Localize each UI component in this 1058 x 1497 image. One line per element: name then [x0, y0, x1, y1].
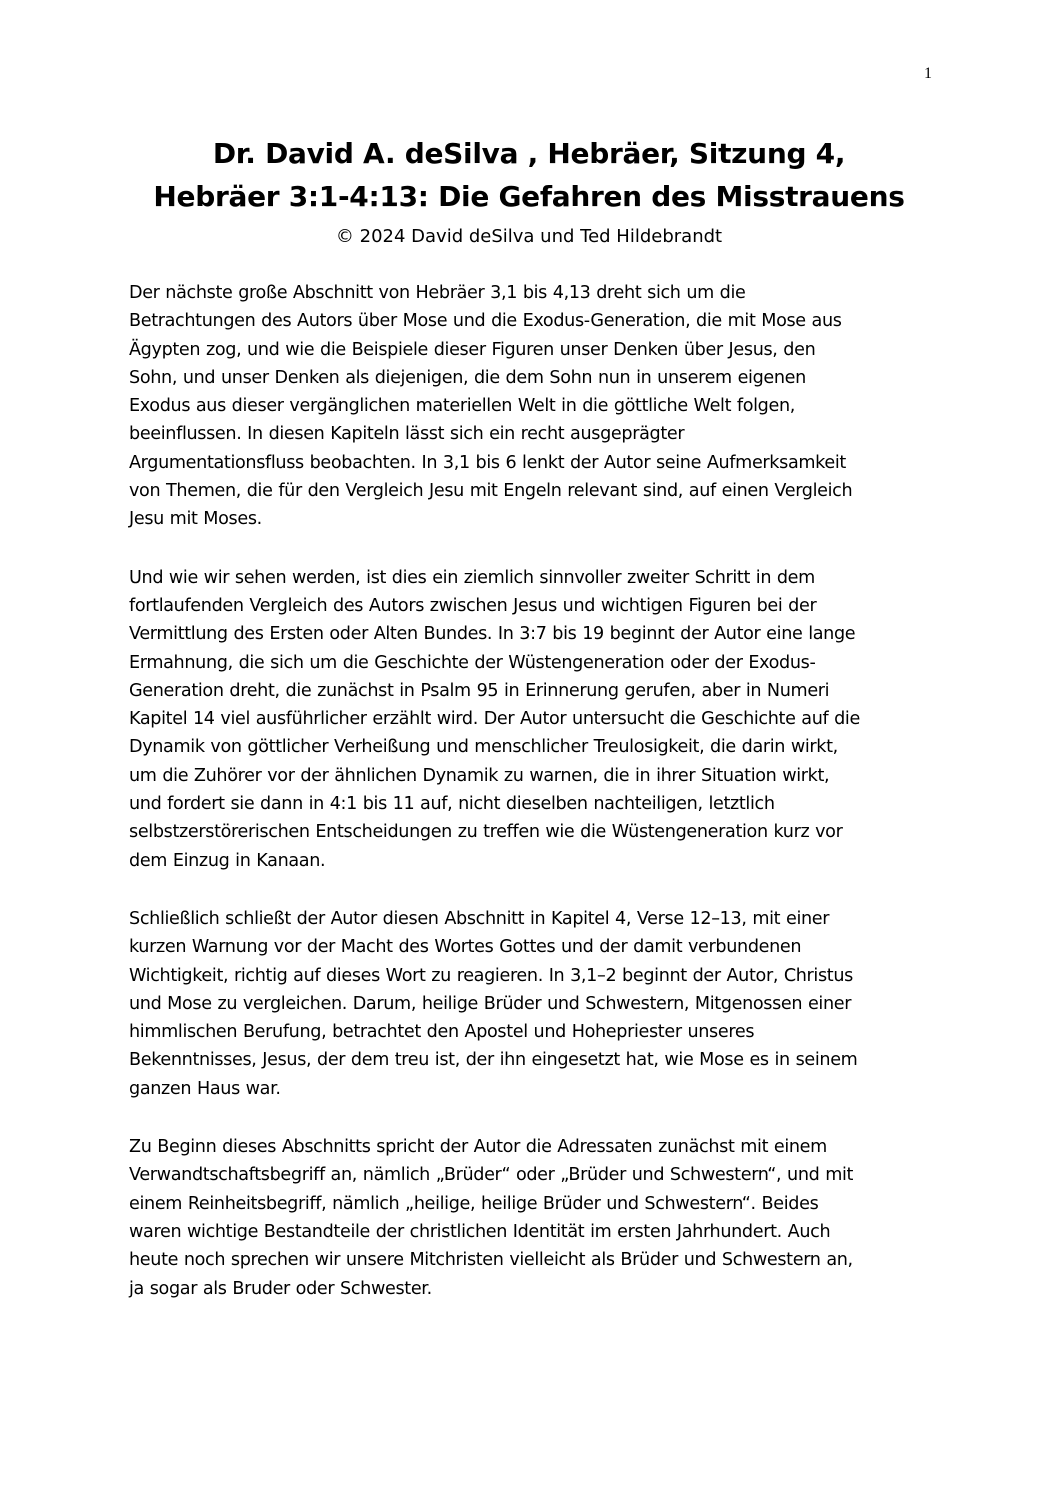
text-line: fortlaufenden Vergleich des Autors zwischen Jesus und wichtigen Figuren bei der [129, 595, 817, 616]
text-line: Bekenntnisses, Jesus, der dem treu ist, der ihn eingesetzt hat, wie Mose es in seinem [129, 1050, 858, 1071]
paragraph-2 [129, 564, 949, 875]
text-line: Zu Beginn dieses Abschnitts spricht der Autor die Adressaten zunächst mit einem [129, 1137, 827, 1158]
paragraph-3 [129, 905, 949, 1103]
text-line: um die Zuhörer vor der ähnlichen Dynamik zu warnen, die in ihrer Situation wirkt, [129, 765, 830, 786]
text-line: Betrachtungen des Autors über Mose und die Exodus-Generation, die mit Mose aus [129, 311, 842, 332]
text-line: und Mose zu vergleichen. Darum, heilige Brüder und Schwestern, Mitgenossen einer [129, 993, 852, 1014]
text-line: Ermahnung, die sich um die Geschichte der Wüstengeneration oder der Exodus- [129, 652, 816, 673]
text-line: und fordert sie dann in 4:1 bis 11 auf, nicht dieselben nachteiligen, letztlich [129, 794, 775, 815]
text-line: Wichtigkeit, richtig auf dieses Wort zu reagieren. In 3,1–2 beginnt der Autor, Christus [129, 965, 853, 986]
text-line: von Themen, die für den Vergleich Jesu mit Engeln relevant sind, auf einen Vergleich [129, 481, 853, 502]
text-line: heute noch sprechen wir unsere Mitchristen vielleicht als Brüder und Schwestern an, [129, 1250, 853, 1271]
document-title-line-1: Dr. David A. deSilva , Hebräer, Sitzung 4, [212, 137, 846, 170]
text-line: Ägypten zog, und wie die Beispiele dieser Figuren unser Denken über Jesus, den [129, 339, 816, 360]
text-line: Sohn, und unser Denken als diejenigen, die dem Sohn nun in unserem eigenen [129, 367, 806, 388]
text-line: Generation dreht, die zunächst in Psalm 95 in Erinnerung gerufen, aber in Numeri [129, 680, 830, 701]
body-text [129, 279, 949, 1333]
paragraph-1 [129, 279, 949, 534]
text-line: himmlischen Berufung, betrachtet den Apostel und Hohepriester unseres [129, 1022, 755, 1043]
text-line: Exodus aus dieser vergänglichen materiellen Welt in die göttliche Welt folgen, [129, 396, 796, 417]
text-line: Und wie wir sehen werden, ist dies ein ziemlich sinnvoller zweiter Schritt in dem [129, 567, 815, 588]
document-title-line-2: Hebräer 3:1-4:13: Die Gefahren des Misstrauens [153, 180, 905, 213]
text-line: Argumentationsfluss beobachten. In 3,1 bis 6 lenkt der Autor seine Aufmerksamkeit [129, 452, 846, 473]
text-line: Der nächste große Abschnitt von Hebräer 3,1 bis 4,13 dreht sich um die [129, 283, 746, 303]
text-line: Dynamik von göttlicher Verheißung und menschlicher Treulosigkeit, die darin wirkt, [129, 737, 838, 758]
text-line: Schließlich schließt der Autor diesen Abschnitt in Kapitel 4, Verse 12–13, mit einer [129, 908, 830, 929]
page-number: 1 [924, 65, 932, 82]
text-line: kurzen Warnung vor der Macht des Wortes Gottes und der damit verbundenen [129, 937, 802, 958]
text-line: selbstzerstörerischen Entscheidungen zu treffen wie die Wüstengeneration kurz vor [129, 822, 843, 843]
text-line: beeinflussen. In diesen Kapiteln lässt sich ein recht ausgeprägter [129, 424, 685, 445]
text-line: ja sogar als Bruder oder Schwester. [129, 1278, 432, 1299]
text-line: Jesu mit Moses. [129, 509, 262, 530]
text-line: Vermittlung des Ersten oder Alten Bundes. In 3:7 bis 19 beginnt der Autor eine lange [129, 624, 856, 645]
text-line: Kapitel 14 viel ausführlicher erzählt wird. Der Autor untersucht die Geschichte auf die [129, 709, 860, 730]
text-line: dem Einzug in Kanaan. [129, 850, 326, 871]
text-line: einem Reinheitsbegriff, nämlich „heilige, heilige Brüder und Schwestern“. Beides [129, 1193, 819, 1214]
copyright-notice: © 2024 David deSilva und Ted Hildebrandt [335, 226, 723, 247]
paragraph-4 [129, 1133, 949, 1303]
text-line: ganzen Haus war. [129, 1078, 281, 1099]
text-line: waren wichtige Bestandteile der christlichen Identität im ersten Jahrhundert. Auch [129, 1221, 831, 1242]
text-line: Verwandtschaftsbegriff an, nämlich „Brüder“ oder „Brüder und Schwestern“, und mit [129, 1165, 854, 1186]
